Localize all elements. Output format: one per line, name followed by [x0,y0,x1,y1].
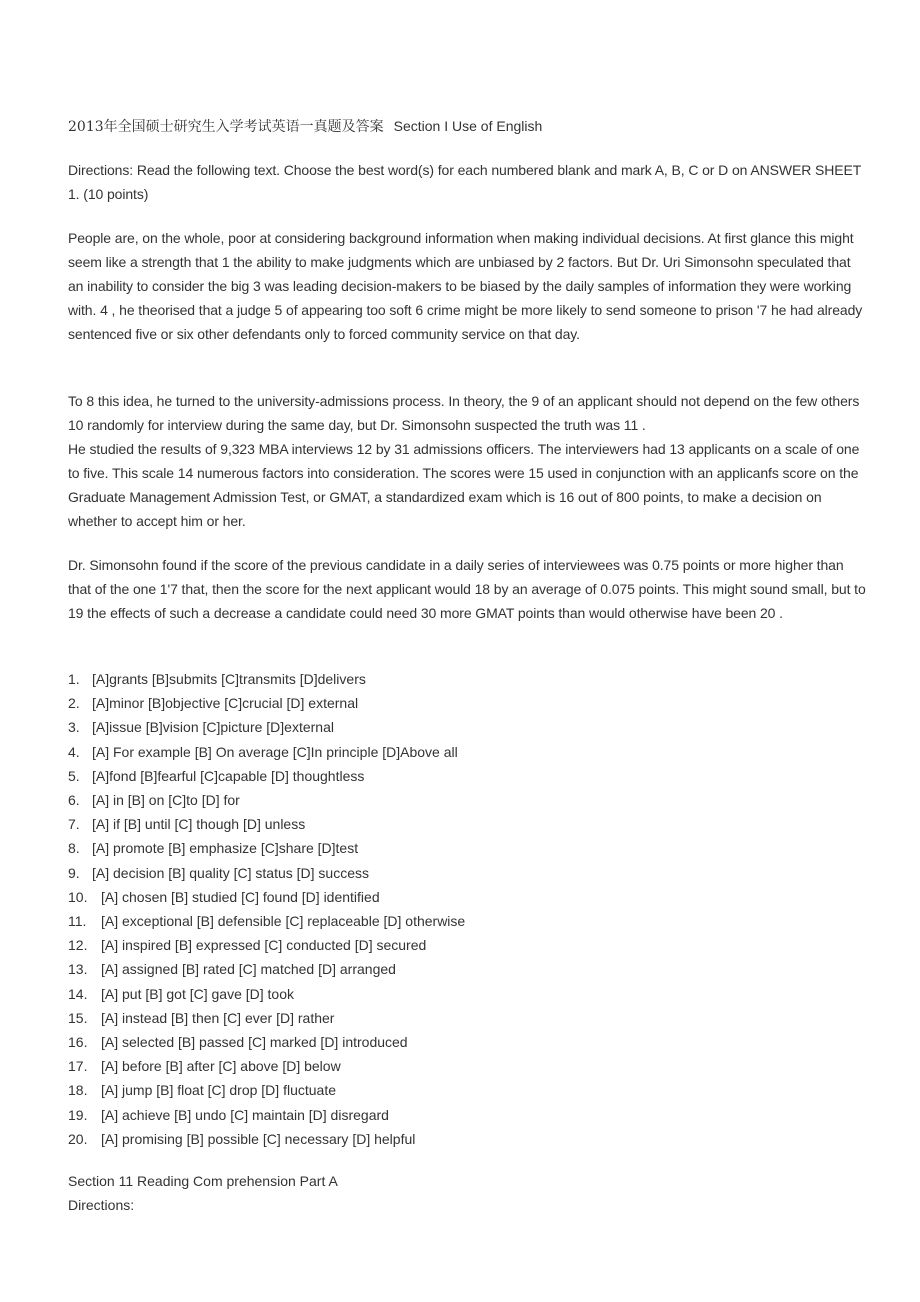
option-item [68,691,465,715]
option-text: [A] assigned [B] rated [C] matched [D] arranged [101,961,396,978]
option-text: [A] selected [B] passed [C] marked [D] introduced [101,1034,408,1051]
option-text: [A] put [B] got [C] gave [D] took [101,985,294,1002]
option-item [68,909,465,933]
option-item [68,957,465,981]
option-item [68,764,465,788]
option-text: [A]minor [B]objective [C]crucial [D] external [92,695,359,712]
option-item [68,1103,465,1127]
option-text: [A] before [B] after [C] above [D] below [101,1058,341,1075]
option-text: [A] in [B] on [C]to [D] for [92,792,240,809]
option-text: [A]fond [B]fearful [C]capable [D] thoughtless [92,767,365,784]
option-item [68,1006,465,1030]
option-item [68,812,465,836]
directions-paragraph: Directions: Read the following text. Choose the best word(s) for each numbered blank and mark A, B, C or D on ANSWER SHEET 1. (10 points) [68,162,861,202]
option-text: [A] For example [B] On average [C]In principle [D]Above all [92,743,458,760]
option-number: 5. [68,767,80,784]
passage-paragraph-2 [68,389,868,533]
option-number: 8. [68,840,80,857]
title-chinese: 2013年全国硕士研究生入学考试英语一真题及答案 [68,119,384,135]
option-item [68,933,465,957]
section-2-heading [68,1169,338,1217]
option-text: [A] chosen [B] studied [C] found [D] identified [101,888,380,905]
option-number: 9. [68,864,80,881]
section-2-directions: Directions: [68,1197,135,1213]
option-number: 16. [68,1034,88,1051]
option-number: 7. [68,816,80,833]
option-number: 12. [68,937,88,954]
option-number: 4. [68,743,80,760]
option-item [68,740,465,764]
option-text: [A]issue [B]vision [C]picture [D]external [92,719,334,736]
option-item [68,885,465,909]
option-item [68,1078,465,1102]
option-text: [A] inspired [B] expressed [C] conducted [D] secured [101,937,427,954]
option-text: [A] promote [B] emphasize [C]share [D]test [92,840,359,857]
option-text: [A] promising [B] possible [C] necessary [D] helpful [101,1130,416,1147]
option-item [68,982,465,1006]
option-number: 11. [68,913,87,930]
option-number: 13. [68,961,88,978]
option-text: [A] instead [B] then [C] ever [D] rather [101,1009,335,1026]
option-item [68,1054,465,1078]
option-item [68,836,465,860]
option-text: [A] decision [B] quality [C] status [D] success [92,864,369,881]
option-text: [A] if [B] until [C] though [D] unless [92,816,306,833]
passage-paragraph-3: He studied the results of 9,323 MBA interviews 12 by 31 admissions officers. The interviewers had 13 applicants on a scale of one to five. This scale 14 numerous factors into consideration. The scores were 15 used in conjunction with an applicanfs score on the Graduate Management Admission Test, or GMAT, a standardized exam which is 16 out of 800 points, to make a decision on whether to accept him or her. [68,441,860,529]
option-number: 18. [68,1082,88,1099]
option-number: 1. [68,671,80,687]
option-number: 17. [68,1058,88,1075]
options-list [68,667,465,1151]
option-item [68,715,465,739]
option-number: 20. [68,1130,88,1147]
option-item [68,788,465,812]
option-text: [A] jump [B] float [C] drop [D] fluctuate [101,1082,336,1099]
option-item [68,861,465,885]
option-number: 6. [68,792,80,809]
option-text: [A] exceptional [B] defensible [C] replaceable [D] otherwise [101,913,466,930]
option-item [68,1030,465,1054]
option-number: 19. [68,1106,88,1123]
option-text: [A]grants [B]submits [C]transmits [D]delivers [92,671,366,687]
option-item [68,667,465,691]
option-item [68,1127,465,1151]
option-number: 10. [68,888,88,905]
option-number: 2. [68,695,80,712]
option-number: 3. [68,719,80,736]
option-number: 15. [68,1009,88,1026]
passage-paragraph-1: People are, on the whole, poor at considering background information when making individual decisions. At first glance this might seem like a strength that 1 the ability to make judgments which are unbiased by 2 factors. But Dr. Uri Simonsohn speculated that an inability to consider the big 3 was leading decision-makers to be biased by the daily samples of information they were working with. 4 , he theorised that a judge 5 of appearing too soft 6 crime might be more likely to send someone to prison '7 he had already sentenced five or six other defendants only to forced community service on that day. [68,230,863,342]
option-number: 14. [68,985,88,1002]
passage-paragraph-4: Dr. Simonsohn found if the score of the previous candidate in a daily series of interviewees was 0.75 points or more higher than that of the one 1'7 that, then the score for the next applicant would 18 by an average of 0.075 points. This might sound small, but to 19 the effects of such a decrease a candidate could need 30 more GMAT points than would otherwise have been 20 . [68,557,866,621]
document-title [68,116,542,137]
section-2-title: Section 11 Reading Com prehension Part A [68,1173,338,1189]
title-section: Section I Use of English [393,118,543,134]
passage-paragraph-2-line: To 8 this idea, he turned to the university-admissions process. In theory, the 9 of an applicant should not depend on the few others 10 randomly for interview during the same day, but Dr. Simonsohn suspected the truth was 11 . [68,393,860,433]
option-text: [A] achieve [B] undo [C] maintain [D] disregard [101,1106,389,1123]
